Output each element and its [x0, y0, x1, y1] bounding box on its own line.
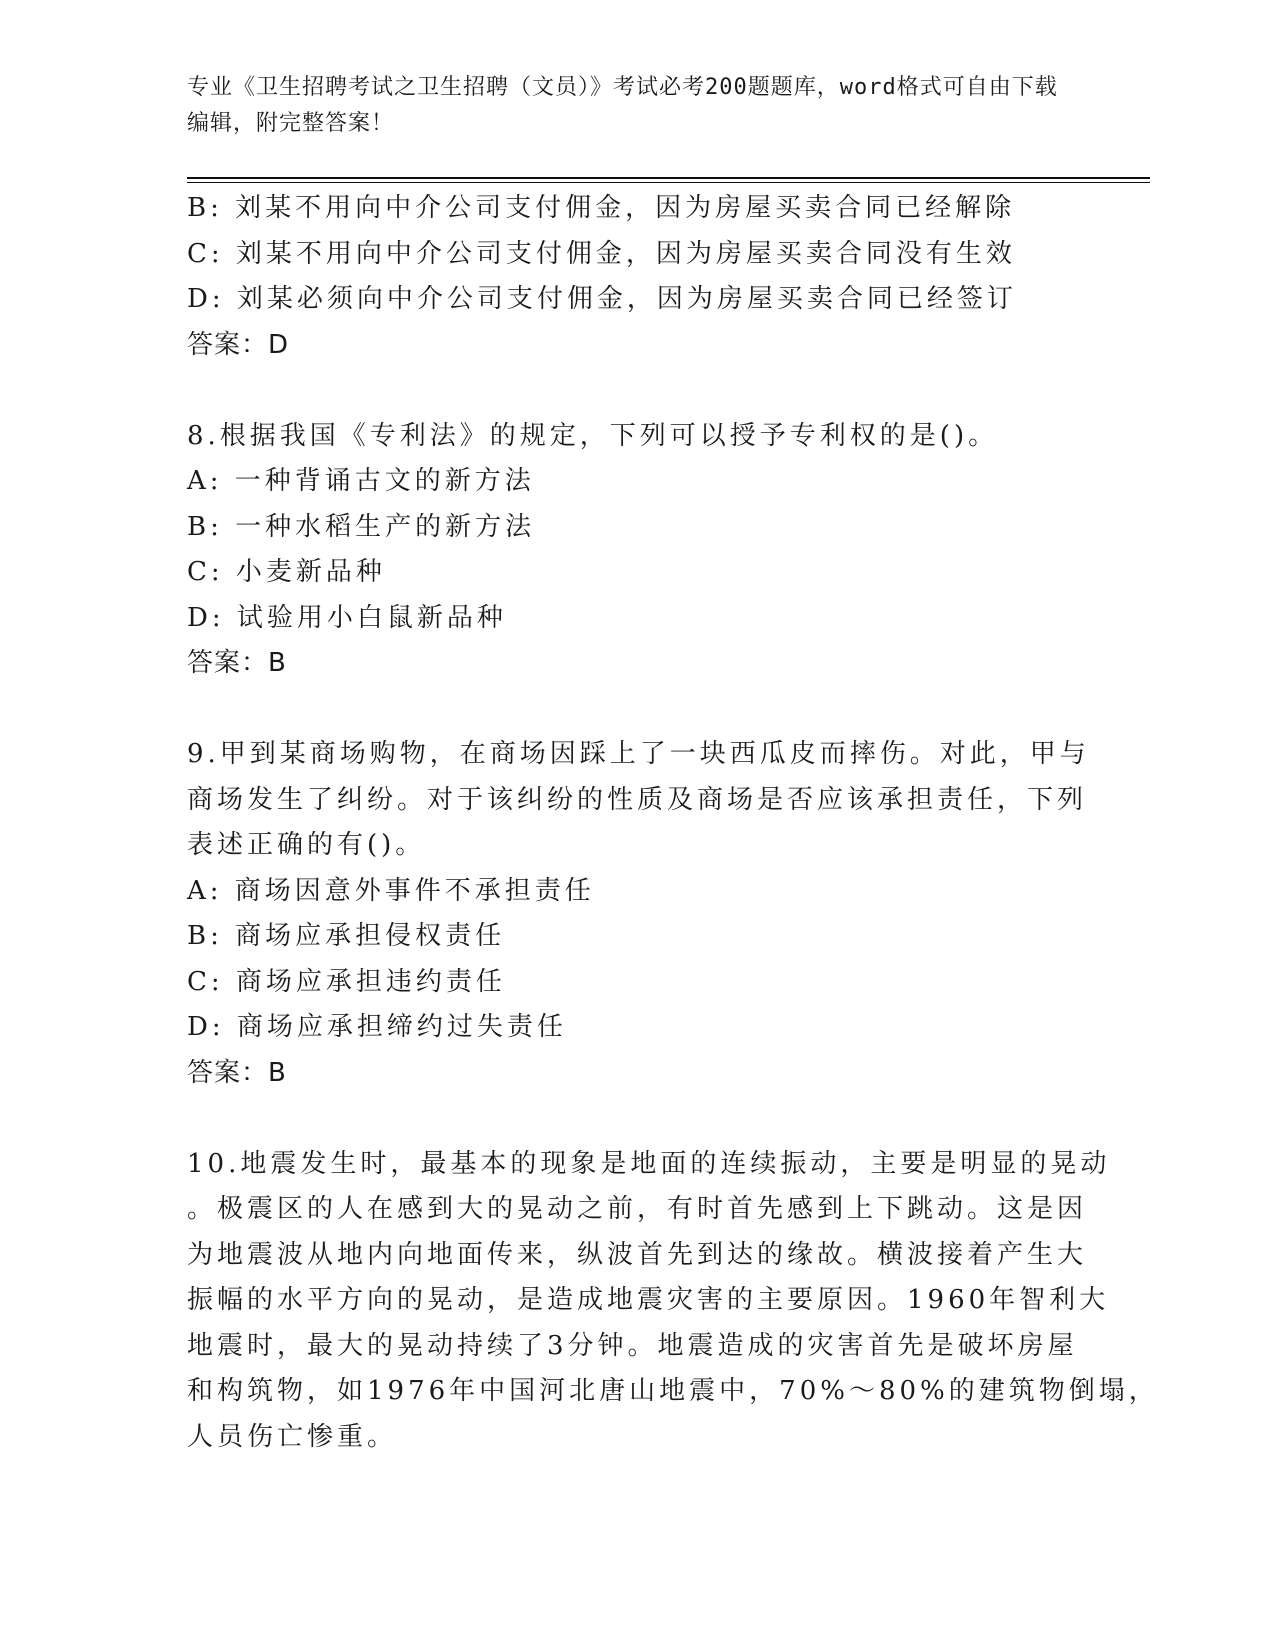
question-stem-line: 振幅的水平方向的晃动，是造成地震灾害的主要原因。1960年智利大 — [187, 1285, 1110, 1315]
header-rule-thin — [187, 182, 1150, 183]
option-c: C: 小麦新品种 — [187, 557, 386, 587]
question-stem-line: 地震时，最大的晃动持续了3分钟。地震造成的灾害首先是破坏房屋 — [187, 1330, 1078, 1361]
question-stem: 8.根据我国《专利法》的规定，下列可以授予专利权的是()。 — [187, 420, 999, 451]
question-9 — [187, 732, 1090, 1096]
question-stem-line: 人员伤亡惨重。 — [187, 1421, 398, 1452]
question-10 — [187, 1142, 1159, 1461]
option-c: C: 刘某不用向中介公司支付佣金，因为房屋买卖合同没有生效 — [187, 238, 1016, 269]
option-b: B: 商场应承担侵权责任 — [187, 921, 506, 951]
answer-line: 答案：B — [187, 1057, 287, 1088]
header-rule-thick — [187, 177, 1150, 179]
option-a: A: 一种背诵古文的新方法 — [187, 466, 535, 496]
question-8 — [187, 414, 1087, 687]
option-a: A: 商场因意外事件不承担责任 — [187, 875, 595, 906]
answer-line: 答案：D — [187, 329, 290, 360]
question-stem-line: 表述正确的有()。 — [187, 830, 426, 860]
question-7 — [187, 186, 1087, 368]
question-stem-line: 9.甲到某商场购物，在商场因踩上了一块西瓜皮而摔伤。对此，甲与 — [187, 739, 1090, 769]
option-c: C: 商场应承担违约责任 — [187, 966, 506, 997]
answer-line: 答案：B — [187, 648, 287, 678]
document-header: 专业《卫生招聘考试之卫生招聘（文员）》考试必考200题题库，word格式可自由下载编辑，附完整答案！ — [187, 75, 1058, 136]
option-b: B: 一种水稻生产的新方法 — [187, 511, 536, 542]
question-content — [187, 186, 1159, 1460]
question-stem-line: 和构筑物，如1976年中国河北唐山地震中，70%～80%的建筑物倒塌， — [187, 1376, 1159, 1406]
question-stem-line: 为地震波从地内向地面传来，纵波首先到达的缘故。横波接着产生大 — [187, 1239, 1088, 1270]
question-stem-line: 商场发生了纠纷。对于该纠纷的性质及商场是否应该承担责任，下列 — [187, 784, 1088, 815]
option-b: B: 刘某不用向中介公司支付佣金，因为房屋买卖合同已经解除 — [187, 193, 1016, 223]
option-d: D: 试验用小白鼠新品种 — [187, 602, 507, 633]
question-stem-line: 10.地震发生时，最基本的现象是地面的连续振动，主要是明显的晃动 — [187, 1148, 1111, 1179]
option-d: D: 刘某必须向中介公司支付佣金，因为房屋买卖合同已经签订 — [187, 284, 1017, 314]
question-stem-line: 。极震区的人在感到大的晃动之前，有时首先感到上下跳动。这是因 — [187, 1194, 1088, 1224]
option-d: D: 商场应承担缔约过失责任 — [187, 1012, 567, 1042]
